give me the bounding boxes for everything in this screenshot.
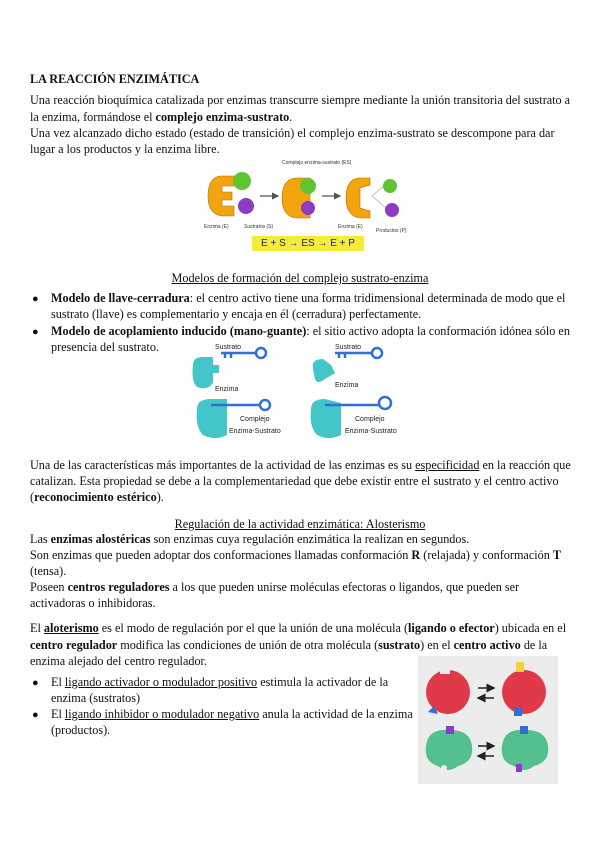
label-enzima-1: Enzima bbox=[215, 386, 239, 393]
label-complejo-2: Complejo bbox=[355, 416, 385, 423]
label-enzima-2: Enzima bbox=[335, 382, 359, 389]
intro-line-3: Una vez alcanzado dicho estado (estado de transición) el complejo enzima-sustrato se descompone para dar bbox=[30, 126, 555, 140]
product-green bbox=[383, 179, 397, 193]
label-complex: Complejo enzima-sustrato (ES) bbox=[282, 160, 352, 166]
bullet-dot: ● bbox=[32, 326, 39, 338]
specificity-line-2: catalizan. Esta propiedad se debe a la complementariedad que debe existir entre el sustrato y el centro activo bbox=[30, 474, 559, 488]
regulation-line-5: activadoras o inhibidoras. bbox=[30, 596, 156, 610]
bullet-dot: ● bbox=[32, 709, 39, 721]
allosterism-line-2: centro regulador modifica las condiciones de unión de otra molécula (sustrato) en el centro activo de la bbox=[30, 638, 548, 652]
model-lock-key-line-1: Modelo de llave-cerradura: el centro activo tiene una forma tridimensional determinada de modo que el bbox=[51, 291, 566, 305]
allosteric-enzyme-red-2 bbox=[502, 670, 546, 714]
regulation-line-4: Poseen centros reguladores a los que pueden unirse moléculas efectoras o ligandos, que pueden ser bbox=[30, 580, 520, 594]
regulation-heading: Regulación de la actividad enzimática: Alosterismo bbox=[174, 517, 426, 531]
inhibitor-line-2: (productos). bbox=[51, 723, 111, 737]
substrate-purple-1 bbox=[238, 198, 254, 214]
lock-shape-1 bbox=[193, 357, 220, 388]
complex-term: complejo enzima-sustrato bbox=[155, 110, 290, 124]
specificity-line-1: Una de las características más importantes de la actividad de las enzimas es su especificidad en la reacción que bbox=[30, 458, 571, 472]
enzyme-reaction-figure bbox=[200, 156, 420, 236]
label-enzyme-2: Enzima (E) bbox=[338, 224, 363, 230]
label-sustrato-1: Sustrato bbox=[215, 344, 242, 351]
activator-line-2: enzima (sustratos) bbox=[51, 691, 141, 705]
activator-line-1: El ligando activador o modulador positivo estimula la activador de la bbox=[51, 675, 389, 689]
enzyme-e-shape bbox=[208, 176, 234, 216]
regulation-line-3: (tensa). bbox=[30, 564, 67, 578]
model-lock-key-line-2: sustrato (llave) es complementario y encaja en él (cerradura) perfectamente. bbox=[51, 307, 422, 321]
model-induced-fit-line-1: Modelo de acoplamiento inducido (mano-guante): el sitio activo adopta la conformación idónea sólo en bbox=[51, 324, 570, 338]
label-enzima-sustrato-1: Enzima-Sustrato bbox=[229, 428, 281, 435]
lock-shape-2 bbox=[313, 359, 335, 382]
label-complejo-1: Complejo bbox=[240, 416, 270, 423]
specificity-line-3: (reconocimiento estérico). bbox=[30, 490, 164, 504]
regulation-line-1: Las enzimas alostéricas son enzimas cuya regulación enzimática la realizan en segundos. bbox=[30, 532, 470, 546]
reaction-equation: E + S → ES → E + P bbox=[252, 236, 364, 251]
label-enzima-sustrato-2: Enzima-Sustrato bbox=[345, 428, 397, 435]
inhibitor-line-1: El ligando inhibidor o modulador negativo anula la actividad de la enzima bbox=[51, 707, 413, 721]
label-enzyme-1: Enzima (E) bbox=[204, 224, 229, 230]
allosteric-figure bbox=[418, 656, 558, 784]
bullet-dot: ● bbox=[32, 677, 39, 689]
intro-line-2: la enzima, formándose el complejo enzima-sustrato. bbox=[30, 110, 293, 124]
allosterism-line-3: enzima alejado del centro regulador. bbox=[30, 654, 207, 668]
substrate-purple-2 bbox=[301, 201, 315, 215]
label-products: Productos (P) bbox=[376, 228, 407, 234]
bullet-dot: ● bbox=[32, 293, 39, 305]
intro-line-1: Una reacción bioquímica catalizada por enzimas transcurre siempre mediante la unión transitoria del sustrato a bbox=[30, 93, 571, 107]
substrate-green-2 bbox=[300, 178, 316, 194]
page-title: LA REACCIÓN ENZIMÁTICA bbox=[30, 72, 200, 86]
substrate-green-1 bbox=[233, 172, 251, 190]
regulation-line-2: Son enzimas que pueden adoptar dos conformaciones llamadas conformación R (relajada) y conformación T bbox=[30, 548, 562, 562]
label-substrates: Sustratos (S) bbox=[244, 224, 274, 230]
models-heading: Modelos de formación del complejo sustrato-enzima bbox=[171, 271, 429, 285]
allosterism-line-1: El aloterismo es el modo de regulación por el que la unión de una molécula (ligando o efector) ubicada en el bbox=[30, 621, 567, 635]
product-purple bbox=[385, 203, 399, 217]
enzyme-free bbox=[346, 178, 370, 218]
label-sustrato-2: Sustrato bbox=[335, 344, 362, 351]
model-induced-fit-line-2: presencia del sustrato. bbox=[51, 340, 159, 354]
intro-line-4: lugar a los productos y la enzima libre. bbox=[30, 142, 220, 156]
lock-key-figure bbox=[185, 343, 410, 443]
